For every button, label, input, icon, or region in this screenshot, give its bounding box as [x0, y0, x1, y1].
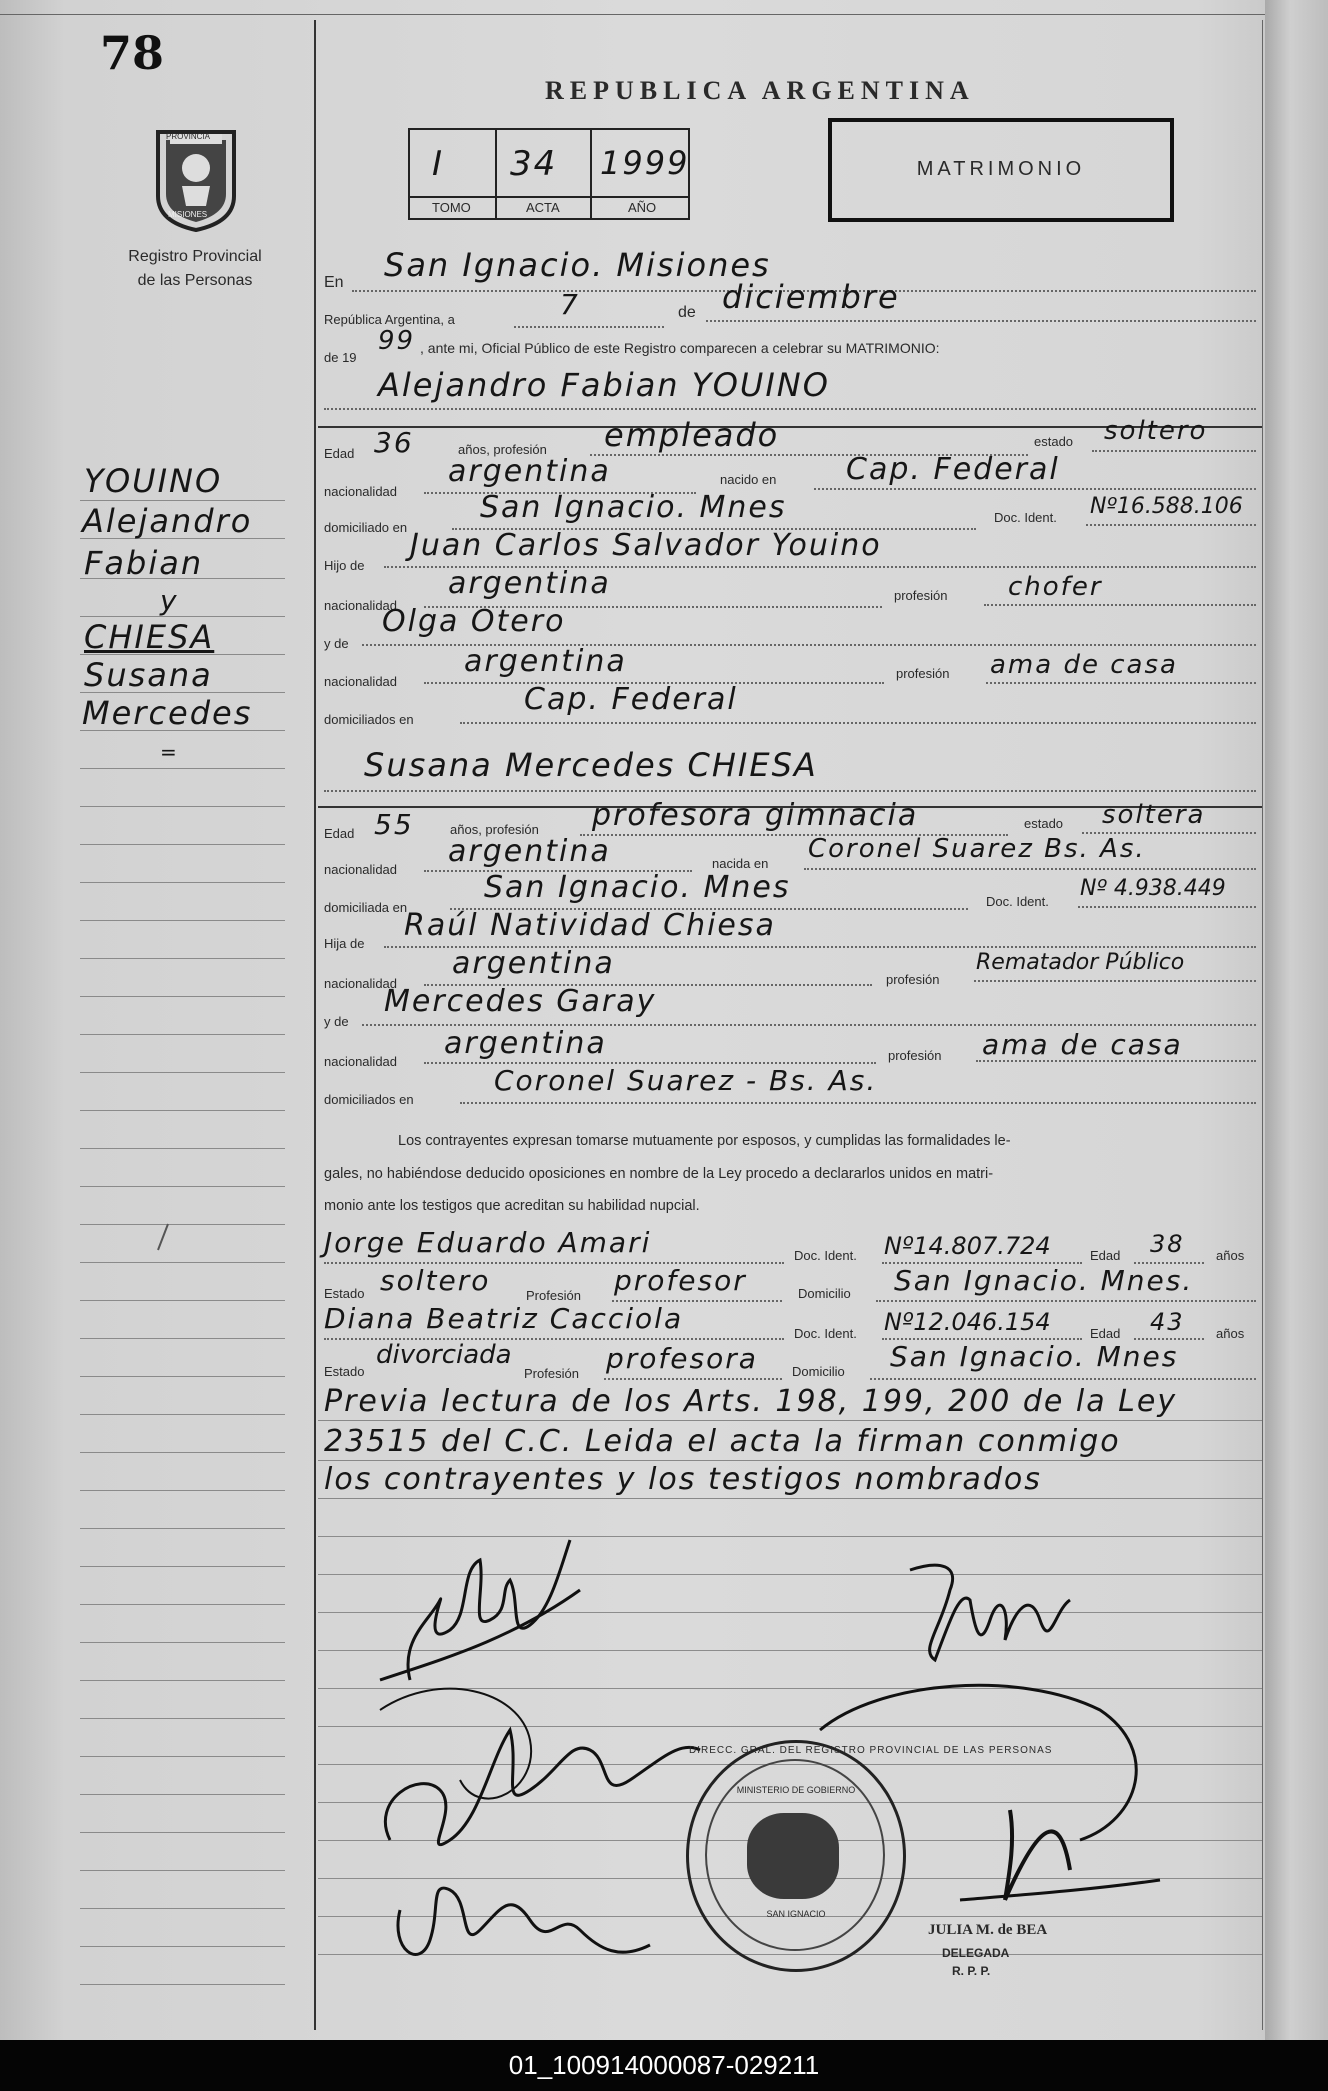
margin-surname-bride: CHIESA — [84, 618, 215, 656]
margin-end-mark: = — [160, 740, 179, 764]
bride-profesion: profesora gimnacia — [592, 798, 919, 833]
witness1-domicilio-label: Domicilio — [798, 1286, 851, 1301]
note-line1: Previa lectura de los Arts. 198, 199, 200 de la Ley — [324, 1384, 1178, 1419]
witness2-profesion-label: Profesión — [524, 1366, 579, 1381]
bride-nacionalidad-label: nacionalidad — [324, 862, 398, 877]
tomo-value: I — [432, 144, 445, 184]
witness2-doc: Nº12.046.154 — [884, 1308, 1051, 1336]
witness1-doc-label: Doc. Ident. — [794, 1248, 857, 1263]
margin-divider — [314, 20, 316, 2030]
bride-doc-label: Doc. Ident. — [986, 894, 1049, 909]
signature-bride-icon — [880, 1550, 1110, 1680]
groom-doc-label: Doc. Ident. — [994, 510, 1057, 525]
groom-madre-nac: argentina — [464, 644, 627, 679]
groom-padre-nac-label: nacionalidad — [324, 598, 398, 613]
witness1-domicilio: San Ignacio. Mnes. — [894, 1264, 1194, 1297]
bride-nacida-en: Coronel Suarez Bs. As. — [808, 834, 1146, 864]
bride-madre-prof-label: profesión — [888, 1048, 942, 1063]
groom-madre-prof-label: profesión — [896, 666, 950, 681]
margin-given-name-bride-1: Susana — [84, 656, 213, 694]
note-line3: los contrayentes y los testigos nombrados — [324, 1462, 1042, 1497]
bride-madre-nac: argentina — [444, 1026, 607, 1061]
groom-estado-label: estado — [1034, 434, 1074, 449]
groom-edad-label: Edad — [324, 446, 355, 461]
bride-edad-label: Edad — [324, 826, 355, 841]
bride-hija-label: Hija de — [324, 936, 365, 951]
bride-nacida-label: nacida en — [712, 856, 769, 871]
year-value: 99 — [378, 326, 416, 356]
statement-line3: monio ante los testigos que acreditan su habilidad nupcial. — [324, 1198, 700, 1214]
bride-profesion-label: años, profesión — [450, 822, 539, 837]
label-en: En — [324, 274, 344, 291]
witness2-name: Diana Beatriz Cacciola — [324, 1302, 684, 1335]
official-title: DELEGADA — [942, 1946, 1010, 1960]
bride-padres-dom-label: domiciliados en — [324, 1092, 414, 1107]
groom-y-de-label: y de — [324, 636, 349, 651]
groom-nacido-en: Cap. Federal — [846, 452, 1060, 487]
groom-hijo-label: Hijo de — [324, 558, 365, 573]
seal-top-text: PROVINCIA — [166, 132, 211, 141]
witness2-edad-label: Edad — [1090, 1326, 1121, 1341]
witness1-profesion: profesor — [614, 1264, 747, 1297]
witness1-edad: 38 — [1150, 1230, 1185, 1258]
statement-line1: Los contrayentes expresan tomarse mutuamente por esposos, y cumplidas las formalidades le- — [398, 1133, 1011, 1149]
right-border — [1262, 20, 1263, 2030]
label-republica: República Argentina, a — [324, 312, 455, 327]
witness1-profesion-label: Profesión — [526, 1288, 581, 1303]
witness2-domicilio-label: Domicilio — [792, 1364, 845, 1379]
bride-padre: Raúl Natividad Chiesa — [404, 908, 776, 943]
groom-nacido-label: nacido en — [720, 472, 777, 487]
registry-name-line2: de las Personas — [137, 272, 253, 289]
act-type: MATRIMONIO — [916, 158, 1086, 180]
day-value: 7 — [560, 288, 580, 321]
bride-domicilio: San Ignacio. Mnes — [484, 870, 791, 905]
label-de-19: de 19 — [324, 350, 357, 365]
witness2-profesion: profesora — [606, 1342, 758, 1375]
note-line2: 23515 del C.C. Leida el acta la firman conmigo — [324, 1424, 1121, 1459]
page-edge — [1265, 0, 1328, 2040]
groom-nacionalidad-label: nacionalidad — [324, 484, 398, 499]
margin-given-name-groom-1: Alejandro — [82, 502, 253, 540]
witness2-domicilio: San Ignacio. Mnes — [890, 1340, 1179, 1373]
bride-edad: 55 — [374, 808, 414, 841]
witness1-doc: Nº14.807.724 — [884, 1232, 1051, 1260]
groom-padre: Juan Carlos Salvador Youino — [410, 528, 882, 563]
bride-nacionalidad: argentina — [448, 834, 611, 869]
stamp-ring-text: DIRECC. GRAL. DEL REGISTRO PROVINCIAL DE LAS PERSONAS — [689, 1745, 1053, 1756]
groom-padre-prof: chofer — [1008, 572, 1103, 602]
groom-name: Alejandro Fabian YOUINO — [378, 366, 830, 404]
stamp-city-text: SAN IGNACIO — [766, 1909, 826, 1919]
groom-profesion-label: años, profesión — [458, 442, 547, 457]
record-box — [408, 128, 690, 220]
bride-domicilio-label: domiciliada en — [324, 900, 408, 915]
groom-padre-prof-label: profesión — [894, 588, 948, 603]
margin-given-name-groom-2: Fabian — [84, 544, 204, 582]
witness2-edad: 43 — [1150, 1308, 1185, 1336]
margin-given-name-bride-2: Mercedes — [82, 694, 253, 732]
label-ante: , ante mi, Oficial Público de este Registro comparecen a celebrar su MATRIMONIO: — [420, 340, 940, 356]
groom-nacionalidad: argentina — [448, 454, 611, 489]
margin-conjunction: y — [160, 584, 179, 617]
witness1-edad-label: Edad — [1090, 1248, 1121, 1263]
groom-domicilio: San Ignacio. Mnes — [480, 490, 787, 525]
seal-bottom-text: MISIONES — [168, 210, 208, 219]
bride-y-de-label: y de — [324, 1014, 349, 1029]
groom-domicilio-label: domiciliado en — [324, 520, 408, 535]
witness1-estado: soltero — [380, 1264, 491, 1297]
witness1-name: Jorge Eduardo Amari — [324, 1226, 652, 1259]
place-value: San Ignacio. Misiones — [384, 246, 771, 284]
top-border — [0, 14, 1265, 15]
tomo-label: TOMO — [432, 200, 471, 215]
document-id: 01_100914000087-029211 — [508, 2050, 820, 2080]
groom-madre-prof: ama de casa — [990, 650, 1178, 680]
groom-padres-dom: Cap. Federal — [524, 682, 738, 717]
bride-doc: Nº 4.938.449 — [1080, 876, 1226, 901]
groom-padre-nac: argentina — [448, 566, 611, 601]
month-value: diciembre — [722, 278, 900, 316]
bride-madre: Mercedes Garay — [384, 984, 657, 1019]
witness2-estado-label: Estado — [324, 1364, 365, 1379]
witness1-estado-label: Estado — [324, 1286, 365, 1301]
groom-doc: Nº16.588.106 — [1090, 494, 1243, 519]
country-title: REPUBLICA ARGENTINA — [545, 76, 975, 105]
stamp-inner-text: MINISTERIO DE GOBIERNO — [736, 1785, 856, 1795]
bride-madre-nac-label: nacionalidad — [324, 1054, 398, 1069]
bride-padre-nac: argentina — [452, 946, 615, 981]
registry-name-line1: Registro Provincial — [128, 248, 262, 265]
bride-estado: soltera — [1102, 800, 1206, 830]
witness2-doc-label: Doc. Ident. — [794, 1326, 857, 1341]
footer-bar — [0, 2040, 1328, 2091]
bride-madre-prof: ama de casa — [982, 1028, 1183, 1061]
bride-padres-dom: Coronel Suarez - Bs. As. — [494, 1064, 878, 1097]
witness2-anos-label: años — [1216, 1326, 1245, 1341]
bride-name: Susana Mercedes CHIESA — [364, 746, 818, 784]
acta-label: ACTA — [526, 200, 560, 215]
bride-padre-nac-label: nacionalidad — [324, 976, 398, 991]
acta-value: 34 — [510, 144, 558, 184]
groom-estado: soltero — [1104, 416, 1208, 446]
ano-label: AÑO — [628, 200, 657, 215]
act-type-box — [828, 118, 1174, 222]
groom-padres-dom-label: domiciliados en — [324, 712, 414, 727]
groom-madre-nac-label: nacionalidad — [324, 674, 398, 689]
bride-padre-prof: Rematador Público — [976, 950, 1185, 975]
groom-madre: Olga Otero — [382, 604, 566, 639]
ano-value: 1999 — [600, 144, 690, 182]
page-number: 78 — [100, 26, 165, 80]
pen-mark-icon — [148, 1220, 178, 1260]
groom-profesion: empleado — [604, 416, 780, 454]
groom-edad: 36 — [374, 426, 414, 459]
label-de: de — [678, 304, 696, 321]
bride-padre-prof-label: profesión — [886, 972, 940, 987]
official-name: JULIA M. de BEA — [928, 1922, 1048, 1938]
statement-line2: gales, no habiéndose deducido oposiciones en nombre de la Ley procedo a declararlos unidos en matri- — [324, 1166, 994, 1182]
margin-surname-groom: YOUINO — [84, 462, 223, 500]
bride-estado-label: estado — [1024, 816, 1064, 831]
witness2-estado: divorciada — [376, 1340, 512, 1370]
witness1-anos-label: años — [1216, 1248, 1245, 1263]
official-office: R. P. P. — [952, 1964, 991, 1978]
